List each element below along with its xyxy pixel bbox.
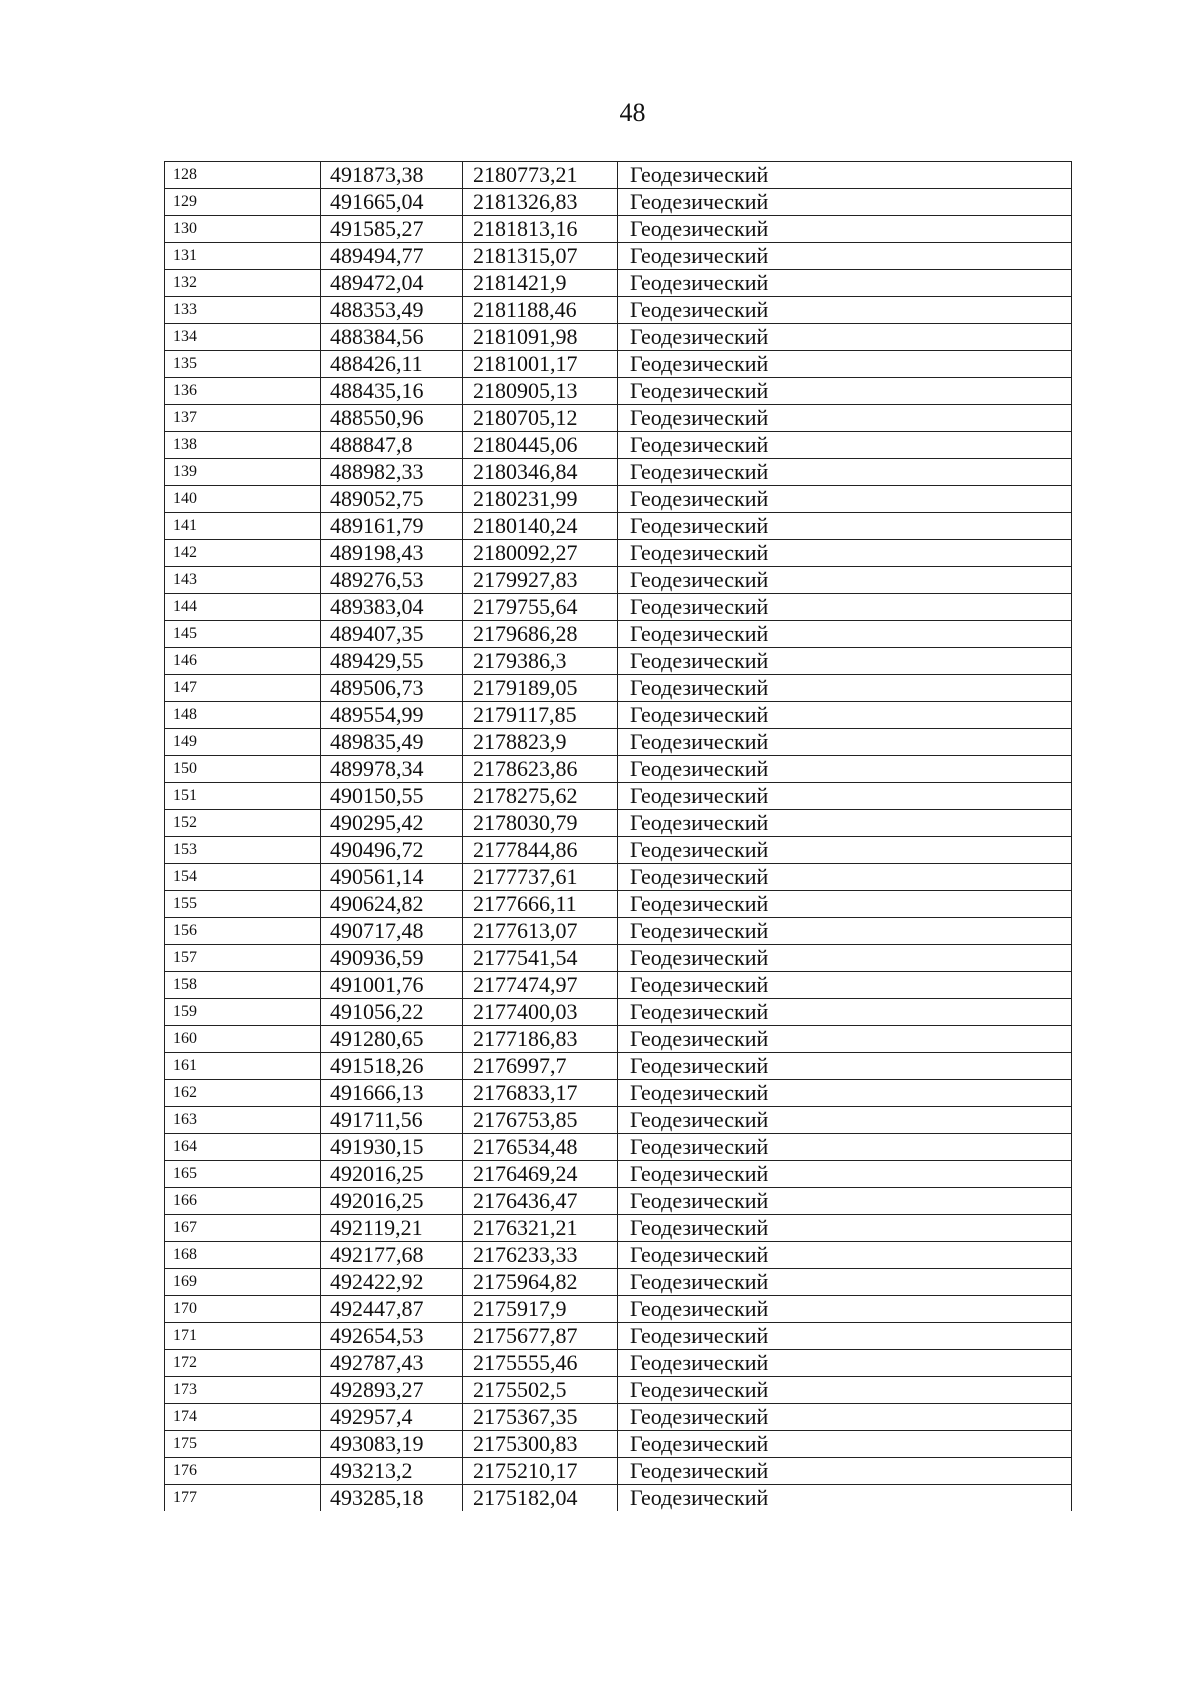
point-number-cell: 139 <box>165 459 321 486</box>
point-number-cell: 152 <box>165 810 321 837</box>
x-coordinate-cell: 489506,73 <box>321 675 463 702</box>
point-number-cell: 158 <box>165 972 321 999</box>
point-number-cell: 137 <box>165 405 321 432</box>
point-number-cell: 144 <box>165 594 321 621</box>
y-coordinate-cell: 2175677,87 <box>463 1323 618 1350</box>
y-coordinate-cell: 2177400,03 <box>463 999 618 1026</box>
table-row <box>165 864 1072 891</box>
y-coordinate-cell: 2176753,85 <box>463 1107 618 1134</box>
y-coordinate-cell: 2179386,3 <box>463 648 618 675</box>
method-cell: Геодезический <box>618 1215 1072 1242</box>
method-cell: Геодезический <box>618 1458 1072 1485</box>
x-coordinate-cell: 492654,53 <box>321 1323 463 1350</box>
method-cell: Геодезический <box>618 1026 1072 1053</box>
method-cell: Геодезический <box>618 756 1072 783</box>
x-coordinate-cell: 489429,55 <box>321 648 463 675</box>
x-coordinate-cell: 490561,14 <box>321 864 463 891</box>
table-row <box>165 1350 1072 1377</box>
x-coordinate-cell: 489494,77 <box>321 243 463 270</box>
x-coordinate-cell: 489407,35 <box>321 621 463 648</box>
x-coordinate-cell: 492016,25 <box>321 1188 463 1215</box>
y-coordinate-cell: 2177186,83 <box>463 1026 618 1053</box>
x-coordinate-cell: 492957,4 <box>321 1404 463 1431</box>
y-coordinate-cell: 2180905,13 <box>463 378 618 405</box>
x-coordinate-cell: 491873,38 <box>321 162 463 189</box>
method-cell: Геодезический <box>618 675 1072 702</box>
table-row <box>165 675 1072 702</box>
page-number: 48 <box>619 98 646 127</box>
y-coordinate-cell: 2177541,54 <box>463 945 618 972</box>
x-coordinate-cell: 489383,04 <box>321 594 463 621</box>
method-cell: Геодезический <box>618 432 1072 459</box>
y-coordinate-cell: 2180445,06 <box>463 432 618 459</box>
y-coordinate-cell: 2175917,9 <box>463 1296 618 1323</box>
point-number-cell: 154 <box>165 864 321 891</box>
y-coordinate-cell: 2181091,98 <box>463 324 618 351</box>
table-row <box>165 324 1072 351</box>
y-coordinate-cell: 2179755,64 <box>463 594 618 621</box>
y-coordinate-cell: 2176534,48 <box>463 1134 618 1161</box>
table-row <box>165 1404 1072 1431</box>
x-coordinate-cell: 492177,68 <box>321 1242 463 1269</box>
method-cell: Геодезический <box>618 918 1072 945</box>
coordinates-table-body <box>165 162 1072 1512</box>
point-number-cell: 148 <box>165 702 321 729</box>
method-cell: Геодезический <box>618 1161 1072 1188</box>
method-cell: Геодезический <box>618 1188 1072 1215</box>
method-cell: Геодезический <box>618 945 1072 972</box>
method-cell: Геодезический <box>618 1269 1072 1296</box>
y-coordinate-cell: 2180140,24 <box>463 513 618 540</box>
x-coordinate-cell: 492893,27 <box>321 1377 463 1404</box>
y-coordinate-cell: 2176833,17 <box>463 1080 618 1107</box>
method-cell: Геодезический <box>618 702 1072 729</box>
table-row <box>165 1188 1072 1215</box>
x-coordinate-cell: 493213,2 <box>321 1458 463 1485</box>
method-cell: Геодезический <box>618 513 1072 540</box>
point-number-cell: 133 <box>165 297 321 324</box>
x-coordinate-cell: 490936,59 <box>321 945 463 972</box>
table-row <box>165 621 1072 648</box>
method-cell: Геодезический <box>618 1296 1072 1323</box>
method-cell: Геодезический <box>618 864 1072 891</box>
y-coordinate-cell: 2180092,27 <box>463 540 618 567</box>
x-coordinate-cell: 488847,8 <box>321 432 463 459</box>
table-row <box>165 1377 1072 1404</box>
method-cell: Геодезический <box>618 1080 1072 1107</box>
y-coordinate-cell: 2180231,99 <box>463 486 618 513</box>
table-row <box>165 432 1072 459</box>
table-row <box>165 1269 1072 1296</box>
point-number-cell: 169 <box>165 1269 321 1296</box>
x-coordinate-cell: 488353,49 <box>321 297 463 324</box>
point-number-cell: 131 <box>165 243 321 270</box>
point-number-cell: 153 <box>165 837 321 864</box>
table-row <box>165 1485 1072 1512</box>
table-row <box>165 297 1072 324</box>
y-coordinate-cell: 2175367,35 <box>463 1404 618 1431</box>
x-coordinate-cell: 492016,25 <box>321 1161 463 1188</box>
point-number-cell: 164 <box>165 1134 321 1161</box>
point-number-cell: 170 <box>165 1296 321 1323</box>
y-coordinate-cell: 2175210,17 <box>463 1458 618 1485</box>
point-number-cell: 172 <box>165 1350 321 1377</box>
y-coordinate-cell: 2177737,61 <box>463 864 618 891</box>
method-cell: Геодезический <box>618 540 1072 567</box>
y-coordinate-cell: 2179927,83 <box>463 567 618 594</box>
method-cell: Геодезический <box>618 1404 1072 1431</box>
point-number-cell: 129 <box>165 189 321 216</box>
method-cell: Геодезический <box>618 189 1072 216</box>
method-cell: Геодезический <box>618 351 1072 378</box>
method-cell: Геодезический <box>618 1431 1072 1458</box>
y-coordinate-cell: 2177666,11 <box>463 891 618 918</box>
point-number-cell: 140 <box>165 486 321 513</box>
y-coordinate-cell: 2179189,05 <box>463 675 618 702</box>
point-number-cell: 147 <box>165 675 321 702</box>
y-coordinate-cell: 2178275,62 <box>463 783 618 810</box>
x-coordinate-cell: 490295,42 <box>321 810 463 837</box>
x-coordinate-cell: 492447,87 <box>321 1296 463 1323</box>
method-cell: Геодезический <box>618 1377 1072 1404</box>
y-coordinate-cell: 2175182,04 <box>463 1485 618 1512</box>
point-number-cell: 173 <box>165 1377 321 1404</box>
y-coordinate-cell: 2175502,5 <box>463 1377 618 1404</box>
method-cell: Геодезический <box>618 459 1072 486</box>
x-coordinate-cell: 488384,56 <box>321 324 463 351</box>
table-row <box>165 243 1072 270</box>
x-coordinate-cell: 489978,34 <box>321 756 463 783</box>
table-row <box>165 270 1072 297</box>
x-coordinate-cell: 493083,19 <box>321 1431 463 1458</box>
y-coordinate-cell: 2180346,84 <box>463 459 618 486</box>
point-number-cell: 176 <box>165 1458 321 1485</box>
table-row <box>165 756 1072 783</box>
x-coordinate-cell: 491518,26 <box>321 1053 463 1080</box>
x-coordinate-cell: 488982,33 <box>321 459 463 486</box>
point-number-cell: 160 <box>165 1026 321 1053</box>
table-row <box>165 1161 1072 1188</box>
table-row <box>165 1134 1072 1161</box>
point-number-cell: 128 <box>165 162 321 189</box>
table-row <box>165 162 1072 189</box>
method-cell: Геодезический <box>618 729 1072 756</box>
method-cell: Геодезический <box>618 1350 1072 1377</box>
point-number-cell: 166 <box>165 1188 321 1215</box>
method-cell: Геодезический <box>618 621 1072 648</box>
y-coordinate-cell: 2181326,83 <box>463 189 618 216</box>
table-row <box>165 1296 1072 1323</box>
x-coordinate-cell: 490150,55 <box>321 783 463 810</box>
table-row <box>165 351 1072 378</box>
point-number-cell: 136 <box>165 378 321 405</box>
x-coordinate-cell: 492787,43 <box>321 1350 463 1377</box>
point-number-cell: 150 <box>165 756 321 783</box>
table-row <box>165 1107 1072 1134</box>
x-coordinate-cell: 493285,18 <box>321 1485 463 1512</box>
point-number-cell: 145 <box>165 621 321 648</box>
x-coordinate-cell: 490624,82 <box>321 891 463 918</box>
x-coordinate-cell: 490496,72 <box>321 837 463 864</box>
method-cell: Геодезический <box>618 1323 1072 1350</box>
method-cell: Геодезический <box>618 216 1072 243</box>
x-coordinate-cell: 490717,48 <box>321 918 463 945</box>
y-coordinate-cell: 2181315,07 <box>463 243 618 270</box>
point-number-cell: 132 <box>165 270 321 297</box>
table-row <box>165 594 1072 621</box>
method-cell: Геодезический <box>618 1107 1072 1134</box>
method-cell: Геодезический <box>618 567 1072 594</box>
y-coordinate-cell: 2177613,07 <box>463 918 618 945</box>
point-number-cell: 149 <box>165 729 321 756</box>
table-row <box>165 378 1072 405</box>
y-coordinate-cell: 2179117,85 <box>463 702 618 729</box>
point-number-cell: 159 <box>165 999 321 1026</box>
x-coordinate-cell: 489835,49 <box>321 729 463 756</box>
y-coordinate-cell: 2178030,79 <box>463 810 618 837</box>
method-cell: Геодезический <box>618 1134 1072 1161</box>
method-cell: Геодезический <box>618 297 1072 324</box>
point-number-cell: 165 <box>165 1161 321 1188</box>
coordinates-table <box>164 161 1072 1511</box>
table-row <box>165 540 1072 567</box>
y-coordinate-cell: 2177474,97 <box>463 972 618 999</box>
point-number-cell: 157 <box>165 945 321 972</box>
table-row <box>165 891 1072 918</box>
table-row <box>165 405 1072 432</box>
y-coordinate-cell: 2180773,21 <box>463 162 618 189</box>
method-cell: Геодезический <box>618 999 1072 1026</box>
method-cell: Геодезический <box>618 1485 1072 1512</box>
table-row <box>165 810 1072 837</box>
point-number-cell: 130 <box>165 216 321 243</box>
table-row <box>165 189 1072 216</box>
x-coordinate-cell: 488426,11 <box>321 351 463 378</box>
y-coordinate-cell: 2175300,83 <box>463 1431 618 1458</box>
method-cell: Геодезический <box>618 1053 1072 1080</box>
table-row <box>165 1215 1072 1242</box>
table-row <box>165 918 1072 945</box>
y-coordinate-cell: 2178823,9 <box>463 729 618 756</box>
point-number-cell: 151 <box>165 783 321 810</box>
method-cell: Геодезический <box>618 243 1072 270</box>
method-cell: Геодезический <box>618 594 1072 621</box>
method-cell: Геодезический <box>618 972 1072 999</box>
point-number-cell: 138 <box>165 432 321 459</box>
x-coordinate-cell: 492422,92 <box>321 1269 463 1296</box>
y-coordinate-cell: 2175555,46 <box>463 1350 618 1377</box>
x-coordinate-cell: 489472,04 <box>321 270 463 297</box>
method-cell: Геодезический <box>618 648 1072 675</box>
point-number-cell: 175 <box>165 1431 321 1458</box>
x-coordinate-cell: 488550,96 <box>321 405 463 432</box>
y-coordinate-cell: 2176233,33 <box>463 1242 618 1269</box>
x-coordinate-cell: 491001,76 <box>321 972 463 999</box>
point-number-cell: 161 <box>165 1053 321 1080</box>
x-coordinate-cell: 489052,75 <box>321 486 463 513</box>
table-row <box>165 729 1072 756</box>
table-row <box>165 216 1072 243</box>
point-number-cell: 162 <box>165 1080 321 1107</box>
point-number-cell: 134 <box>165 324 321 351</box>
x-coordinate-cell: 491665,04 <box>321 189 463 216</box>
table-row <box>165 1242 1072 1269</box>
x-coordinate-cell: 489276,53 <box>321 567 463 594</box>
point-number-cell: 135 <box>165 351 321 378</box>
table-row <box>165 1053 1072 1080</box>
method-cell: Геодезический <box>618 324 1072 351</box>
method-cell: Геодезический <box>618 891 1072 918</box>
table-row <box>165 1080 1072 1107</box>
x-coordinate-cell: 491711,56 <box>321 1107 463 1134</box>
y-coordinate-cell: 2178623,86 <box>463 756 618 783</box>
table-row <box>165 945 1072 972</box>
y-coordinate-cell: 2177844,86 <box>463 837 618 864</box>
table-row <box>165 1026 1072 1053</box>
x-coordinate-cell: 489161,79 <box>321 513 463 540</box>
x-coordinate-cell: 491585,27 <box>321 216 463 243</box>
y-coordinate-cell: 2176436,47 <box>463 1188 618 1215</box>
method-cell: Геодезический <box>618 1242 1072 1269</box>
table-row <box>165 702 1072 729</box>
table-row <box>165 567 1072 594</box>
point-number-cell: 171 <box>165 1323 321 1350</box>
y-coordinate-cell: 2179686,28 <box>463 621 618 648</box>
y-coordinate-cell: 2181813,16 <box>463 216 618 243</box>
method-cell: Геодезический <box>618 405 1072 432</box>
y-coordinate-cell: 2181188,46 <box>463 297 618 324</box>
table-row <box>165 648 1072 675</box>
table-row <box>165 972 1072 999</box>
method-cell: Геодезический <box>618 162 1072 189</box>
method-cell: Геодезический <box>618 378 1072 405</box>
y-coordinate-cell: 2181001,17 <box>463 351 618 378</box>
table-row <box>165 1458 1072 1485</box>
method-cell: Геодезический <box>618 837 1072 864</box>
y-coordinate-cell: 2181421,9 <box>463 270 618 297</box>
y-coordinate-cell: 2176997,7 <box>463 1053 618 1080</box>
point-number-cell: 143 <box>165 567 321 594</box>
point-number-cell: 168 <box>165 1242 321 1269</box>
method-cell: Геодезический <box>618 783 1072 810</box>
point-number-cell: 163 <box>165 1107 321 1134</box>
table-row <box>165 783 1072 810</box>
point-number-cell: 141 <box>165 513 321 540</box>
point-number-cell: 146 <box>165 648 321 675</box>
point-number-cell: 156 <box>165 918 321 945</box>
x-coordinate-cell: 491280,65 <box>321 1026 463 1053</box>
x-coordinate-cell: 488435,16 <box>321 378 463 405</box>
table-row <box>165 1431 1072 1458</box>
table-row <box>165 513 1072 540</box>
y-coordinate-cell: 2180705,12 <box>463 405 618 432</box>
point-number-cell: 142 <box>165 540 321 567</box>
table-row <box>165 999 1072 1026</box>
y-coordinate-cell: 2175964,82 <box>463 1269 618 1296</box>
x-coordinate-cell: 492119,21 <box>321 1215 463 1242</box>
table-row <box>165 1323 1072 1350</box>
y-coordinate-cell: 2176321,21 <box>463 1215 618 1242</box>
method-cell: Геодезический <box>618 810 1072 837</box>
point-number-cell: 167 <box>165 1215 321 1242</box>
point-number-cell: 155 <box>165 891 321 918</box>
method-cell: Геодезический <box>618 270 1072 297</box>
method-cell: Геодезический <box>618 486 1072 513</box>
point-number-cell: 174 <box>165 1404 321 1431</box>
x-coordinate-cell: 489554,99 <box>321 702 463 729</box>
table-row <box>165 486 1072 513</box>
x-coordinate-cell: 491666,13 <box>321 1080 463 1107</box>
x-coordinate-cell: 491056,22 <box>321 999 463 1026</box>
table-row <box>165 459 1072 486</box>
x-coordinate-cell: 491930,15 <box>321 1134 463 1161</box>
y-coordinate-cell: 2176469,24 <box>463 1161 618 1188</box>
point-number-cell: 177 <box>165 1485 321 1512</box>
x-coordinate-cell: 489198,43 <box>321 540 463 567</box>
table-row <box>165 837 1072 864</box>
